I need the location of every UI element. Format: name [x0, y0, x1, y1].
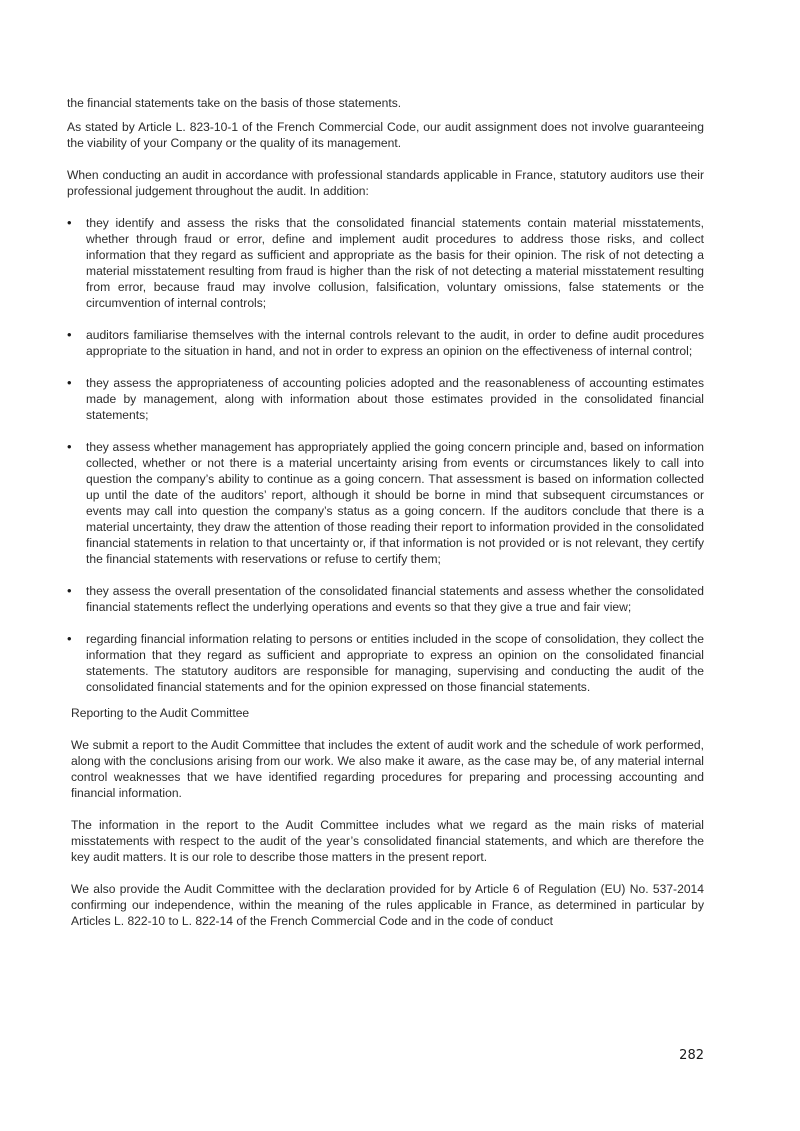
bullet-icon: • — [67, 375, 72, 390]
list-item-text: they assess whether management has appropriately applied the going concern principle and, based on information collected, whether or not there is a material uncertainty arising from events or circumstances likely to call into question the company’s ability to continue as a going concern. That assessment is based on information collected up until the date of the auditors’ report, although it should be borne in mind that subsequent circumstances or events may call into question the company’s status as a going concern. If the auditors conclude that there is a material uncertainty, they draw the attention of those reading their report to information provided in the consolidated financial statements in relation to that uncertainty or, if that information is not provided or is not relevant, they certify the financial statements with reservations or refuse to certify them; — [86, 440, 704, 566]
list-item — [67, 583, 704, 615]
list-item — [67, 375, 704, 423]
document-page — [67, 95, 704, 929]
list-item — [67, 631, 704, 695]
audit-committee-paragraph-1: We submit a report to the Audit Committee that includes the extent of audit work and the schedule of work performed, along with the conclusions arising from our work. We also make it aware, as the case may be, of any material internal control weaknesses that we have identified regarding procedures for preparing and processing accounting and financial information. — [71, 738, 704, 800]
intro-continuation-text: the financial statements take on the basis of those statements. — [67, 96, 402, 110]
conducting-audit-paragraph: When conducting an audit in accordance with professional standards applicable in France, statutory auditors use their professional judgement throughout the audit. In addition: — [67, 168, 704, 198]
page-number: 282 — [679, 1048, 704, 1063]
audit-procedures-list — [67, 215, 704, 695]
list-item-text: they identify and assess the risks that the consolidated financial statements contain material misstatements, whether through fraud or error, define and implement audit procedures to address those risks, and collect information that they regard as sufficient and appropriate as the basis for their opinion. The risk of not detecting a material misstatement resulting from fraud is higher than the risk of not detecting a material misstatement resulting from error, because fraud may involve collusion, falsification, voluntary omissions, false statements or the circumvention of internal controls; — [86, 216, 704, 310]
article-paragraph: As stated by Article L. 823-10-1 of the French Commercial Code, our audit assignment does not involve guaranteeing the viability of your Company or the quality of its management. — [67, 120, 704, 150]
audit-committee-paragraph-2: The information in the report to the Audit Committee includes what we regard as the main risks of material misstatements with respect to the audit of the year’s consolidated financial statements, and which are therefore the key audit matters. It is our role to describe those matters in the present report. — [71, 818, 704, 864]
list-item — [67, 215, 704, 311]
list-item-text: regarding financial information relating to persons or entities included in the scope of consolidation, they collect the information that they regard as sufficient and appropriate to express an opinion on the consolidated financial statements. The statutory auditors are responsible for managing, supervising and conducting the audit of the consolidated financial statements and for the opinion expressed on those financial statements. — [86, 632, 704, 694]
list-item-text: auditors familiarise themselves with the internal controls relevant to the audit, in order to define audit procedures appropriate to the situation in hand, and not in order to express an opinion on the effectiveness of internal control; — [86, 328, 704, 358]
list-item — [67, 327, 704, 359]
list-item — [67, 439, 704, 567]
list-item-text: they assess the overall presentation of the consolidated financial statements and assess whether the consolidated financial statements reflect the underlying operations and events so that they give a true and fair view; — [86, 584, 704, 614]
bullet-icon: • — [67, 631, 72, 646]
bullet-icon: • — [67, 439, 72, 454]
bullet-icon: • — [67, 583, 72, 598]
list-item-text: they assess the appropriateness of accounting policies adopted and the reasonableness of accounting estimates made by management, along with information about those estimates provided in the consolidated financial statements; — [86, 376, 704, 422]
audit-committee-paragraph-3: We also provide the Audit Committee with the declaration provided for by Article 6 of Regulation (EU) No. 537-2014 confirming our independence, within the meaning of the rules applicable in France, as determined in particular by Articles L. 822-10 to L. 822-14 of the French Commercial Code and in the code of conduct — [71, 882, 704, 928]
bullet-icon: • — [67, 215, 72, 230]
bullet-icon: • — [67, 327, 72, 342]
section-heading-audit-committee: Reporting to the Audit Committee — [71, 706, 250, 720]
